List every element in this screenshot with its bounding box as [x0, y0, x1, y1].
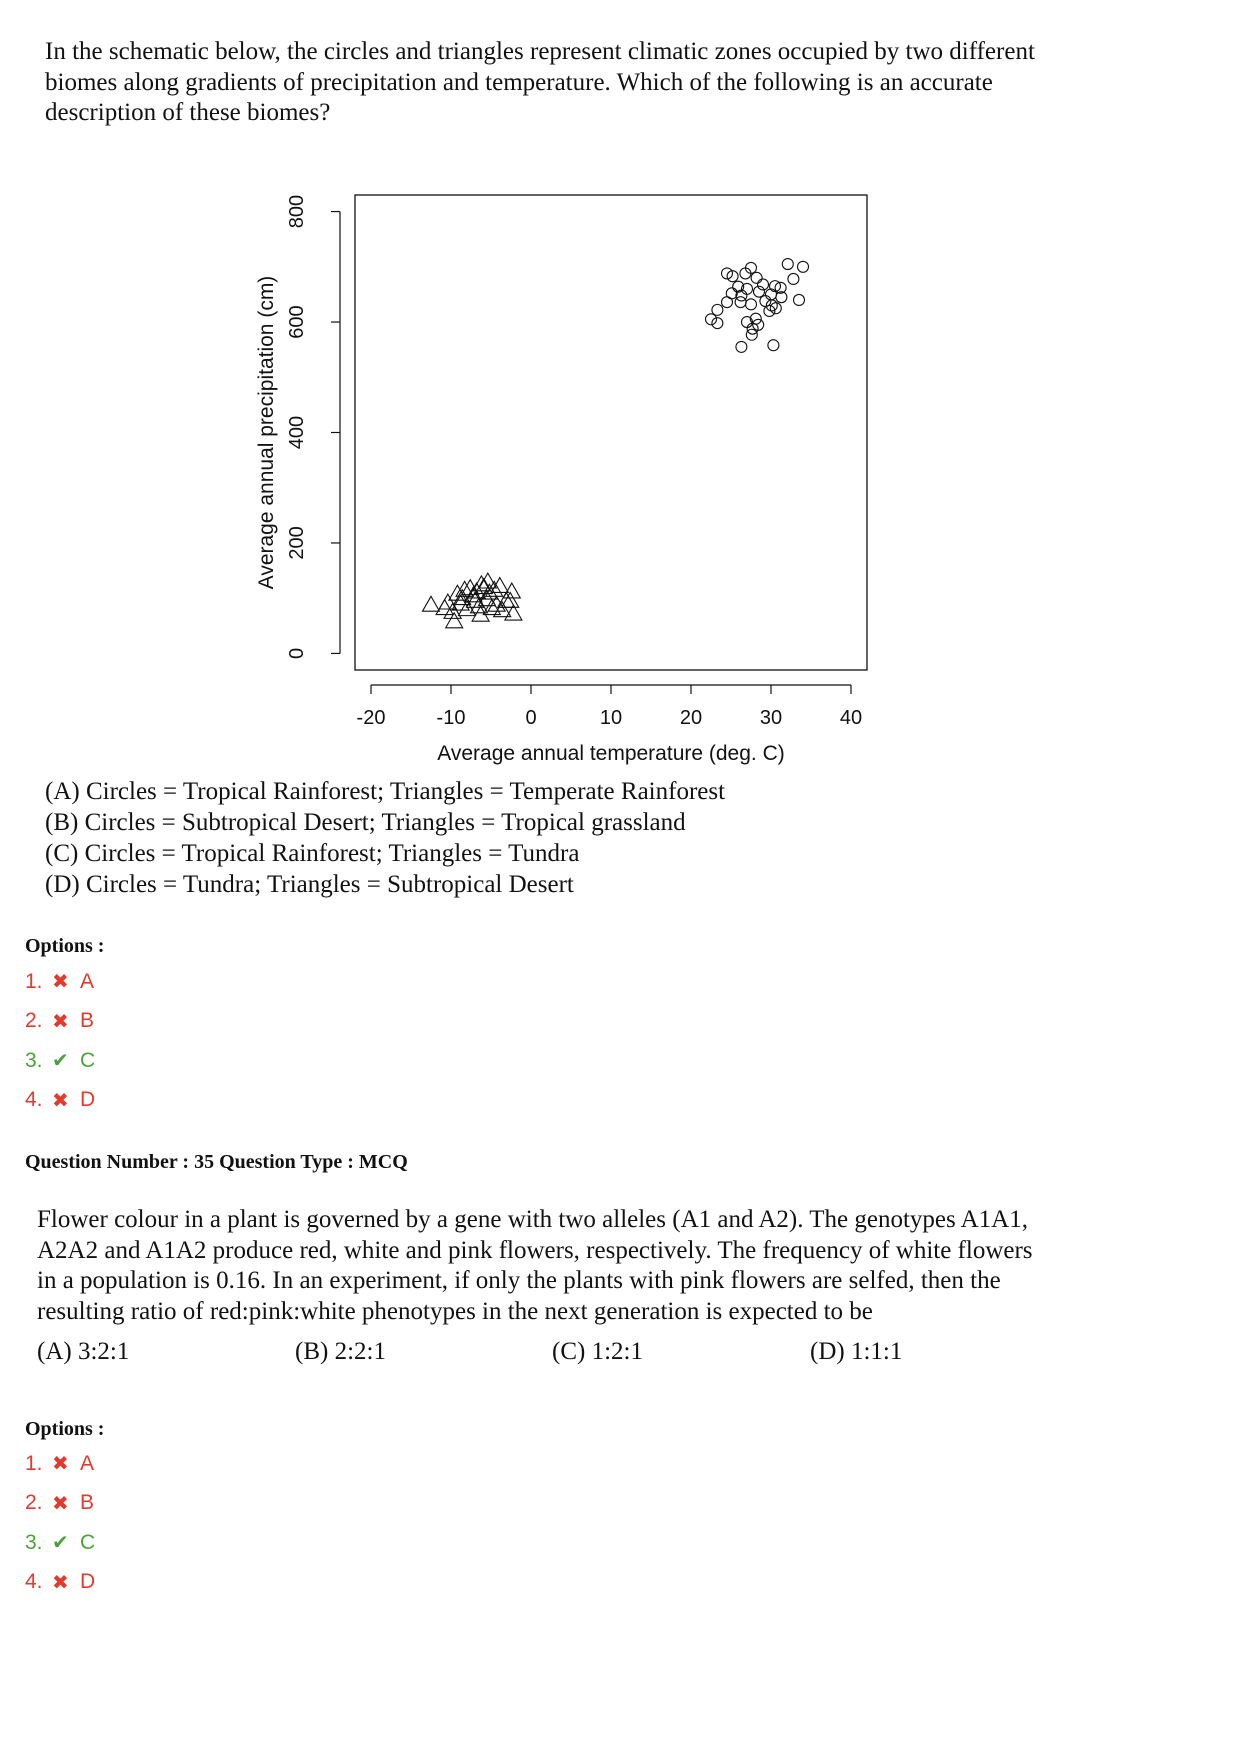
cross-icon: ✖: [52, 1571, 69, 1594]
cross-icon: ✖: [52, 1010, 69, 1033]
option-number: 3.: [25, 1048, 43, 1072]
circle-point: [794, 294, 805, 305]
choice-a: (A) Circles = Tropical Rainforest; Triangles = Temperate Rainforest: [45, 778, 726, 805]
question-2-line: in a population is 0.16. In an experiment, if only the plants with pink flowers are selfed, then the: [37, 1267, 1001, 1294]
x-tick-label: -10: [436, 707, 466, 729]
cross-icon: ✖: [52, 1453, 69, 1476]
question-number-header: Question Number : 35 Question Type : MCQ: [25, 1151, 408, 1173]
circle-point: [798, 261, 809, 272]
y-axis-label: Average annual precipitation (cm): [255, 275, 278, 590]
choice-c: (C) Circles = Tropical Rainforest; Triangles = Tundra: [45, 840, 580, 867]
circle-point: [722, 297, 733, 308]
y-tick-label: 0: [286, 647, 308, 659]
option-label: D: [80, 1570, 96, 1594]
options-heading: Options :: [25, 1418, 105, 1440]
option-number: 4.: [25, 1088, 43, 1112]
option-label: B: [80, 1009, 95, 1033]
option-number: 1.: [25, 1451, 43, 1475]
x-tick-label: 10: [599, 707, 623, 729]
option-3[interactable]: [25, 1041, 95, 1081]
circle-point: [746, 329, 757, 340]
option-4[interactable]: [25, 1563, 95, 1603]
y-tick-label: 600: [286, 305, 308, 339]
choice-b: (B) 2:2:1: [295, 1338, 386, 1365]
choice-a: (A) 3:2:1: [37, 1338, 130, 1365]
question-1-options: [25, 962, 95, 1120]
circle-point: [736, 341, 747, 352]
x-tick-label: 0: [525, 707, 537, 729]
choice-b: (B) Circles = Subtropical Desert; Triangles = Tropical grassland: [45, 809, 686, 836]
option-number: 2.: [25, 1491, 43, 1515]
circle-point: [770, 303, 781, 314]
circle-point: [788, 273, 799, 284]
question-2-line: Flower colour in a plant is governed by a gene with two alleles (A1 and A2). The genotypes A1A1,: [37, 1206, 1028, 1233]
circle-point: [712, 304, 723, 315]
option-number: 1.: [25, 969, 43, 993]
option-label: A: [80, 969, 95, 993]
y-tick-label: 400: [286, 415, 308, 450]
question-1-text: [45, 37, 1165, 129]
circle-point: [706, 314, 717, 325]
y-tick-label: 800: [286, 194, 308, 229]
choice-c: (C) 1:2:1: [552, 1338, 643, 1365]
option-label: C: [80, 1048, 96, 1072]
cross-icon: ✖: [52, 1492, 69, 1515]
option-label: A: [80, 1451, 95, 1475]
option-label: D: [80, 1088, 96, 1112]
question-1-choices: [45, 776, 725, 900]
option-number: 3.: [25, 1530, 43, 1554]
option-2[interactable]: [25, 1484, 95, 1524]
x-axis-label: Average annual temperature (deg. C): [437, 742, 785, 765]
circle-point: [712, 318, 723, 329]
option-4[interactable]: [25, 1081, 95, 1121]
option-1[interactable]: [25, 962, 95, 1002]
option-number: 4.: [25, 1570, 43, 1594]
option-1[interactable]: [25, 1444, 95, 1484]
question-2-line: A2A2 and A1A2 produce red, white and pink flowers, respectively. The frequency of white flowers: [37, 1236, 1033, 1264]
x-tick-label: 40: [839, 707, 863, 729]
circle-point: [735, 297, 746, 308]
option-3[interactable]: [25, 1523, 95, 1563]
circle-point: [768, 340, 779, 351]
x-tick-label: -20: [356, 707, 386, 729]
option-label: C: [80, 1530, 96, 1554]
options-heading: Options :: [25, 935, 105, 957]
circle-point: [782, 259, 793, 270]
question-1-line: description of these biomes?: [45, 99, 331, 126]
triangle-point: [423, 596, 440, 611]
option-label: B: [80, 1491, 95, 1515]
check-icon: ✔: [52, 1050, 69, 1073]
x-tick-label: 20: [679, 707, 703, 729]
choice-d: (D) Circles = Tundra; Triangles = Subtropical Desert: [45, 871, 574, 898]
x-tick-label: 30: [759, 707, 783, 729]
cross-icon: ✖: [52, 971, 69, 994]
cross-icon: ✖: [52, 1089, 69, 1112]
option-2[interactable]: [25, 1002, 95, 1042]
choice-d: (D) 1:1:1: [810, 1338, 903, 1365]
question-1-line: biomes along gradients of precipitation and temperature. Which of the following is an accurate: [45, 68, 993, 96]
question-2-options: [25, 1444, 95, 1602]
question-2-text: [37, 1205, 1167, 1327]
scatter-chart: [255, 180, 880, 765]
question-1-line: In the schematic below, the circles and triangles represent climatic zones occupied by two different: [45, 38, 1035, 65]
check-icon: ✔: [52, 1532, 69, 1555]
circle-point: [751, 272, 762, 283]
circle-point: [746, 299, 757, 310]
option-number: 2.: [25, 1009, 43, 1033]
y-tick-label: 200: [286, 526, 308, 560]
question-2-line: resulting ratio of red:pink:white phenotypes in the next generation is expected to be: [37, 1297, 873, 1325]
